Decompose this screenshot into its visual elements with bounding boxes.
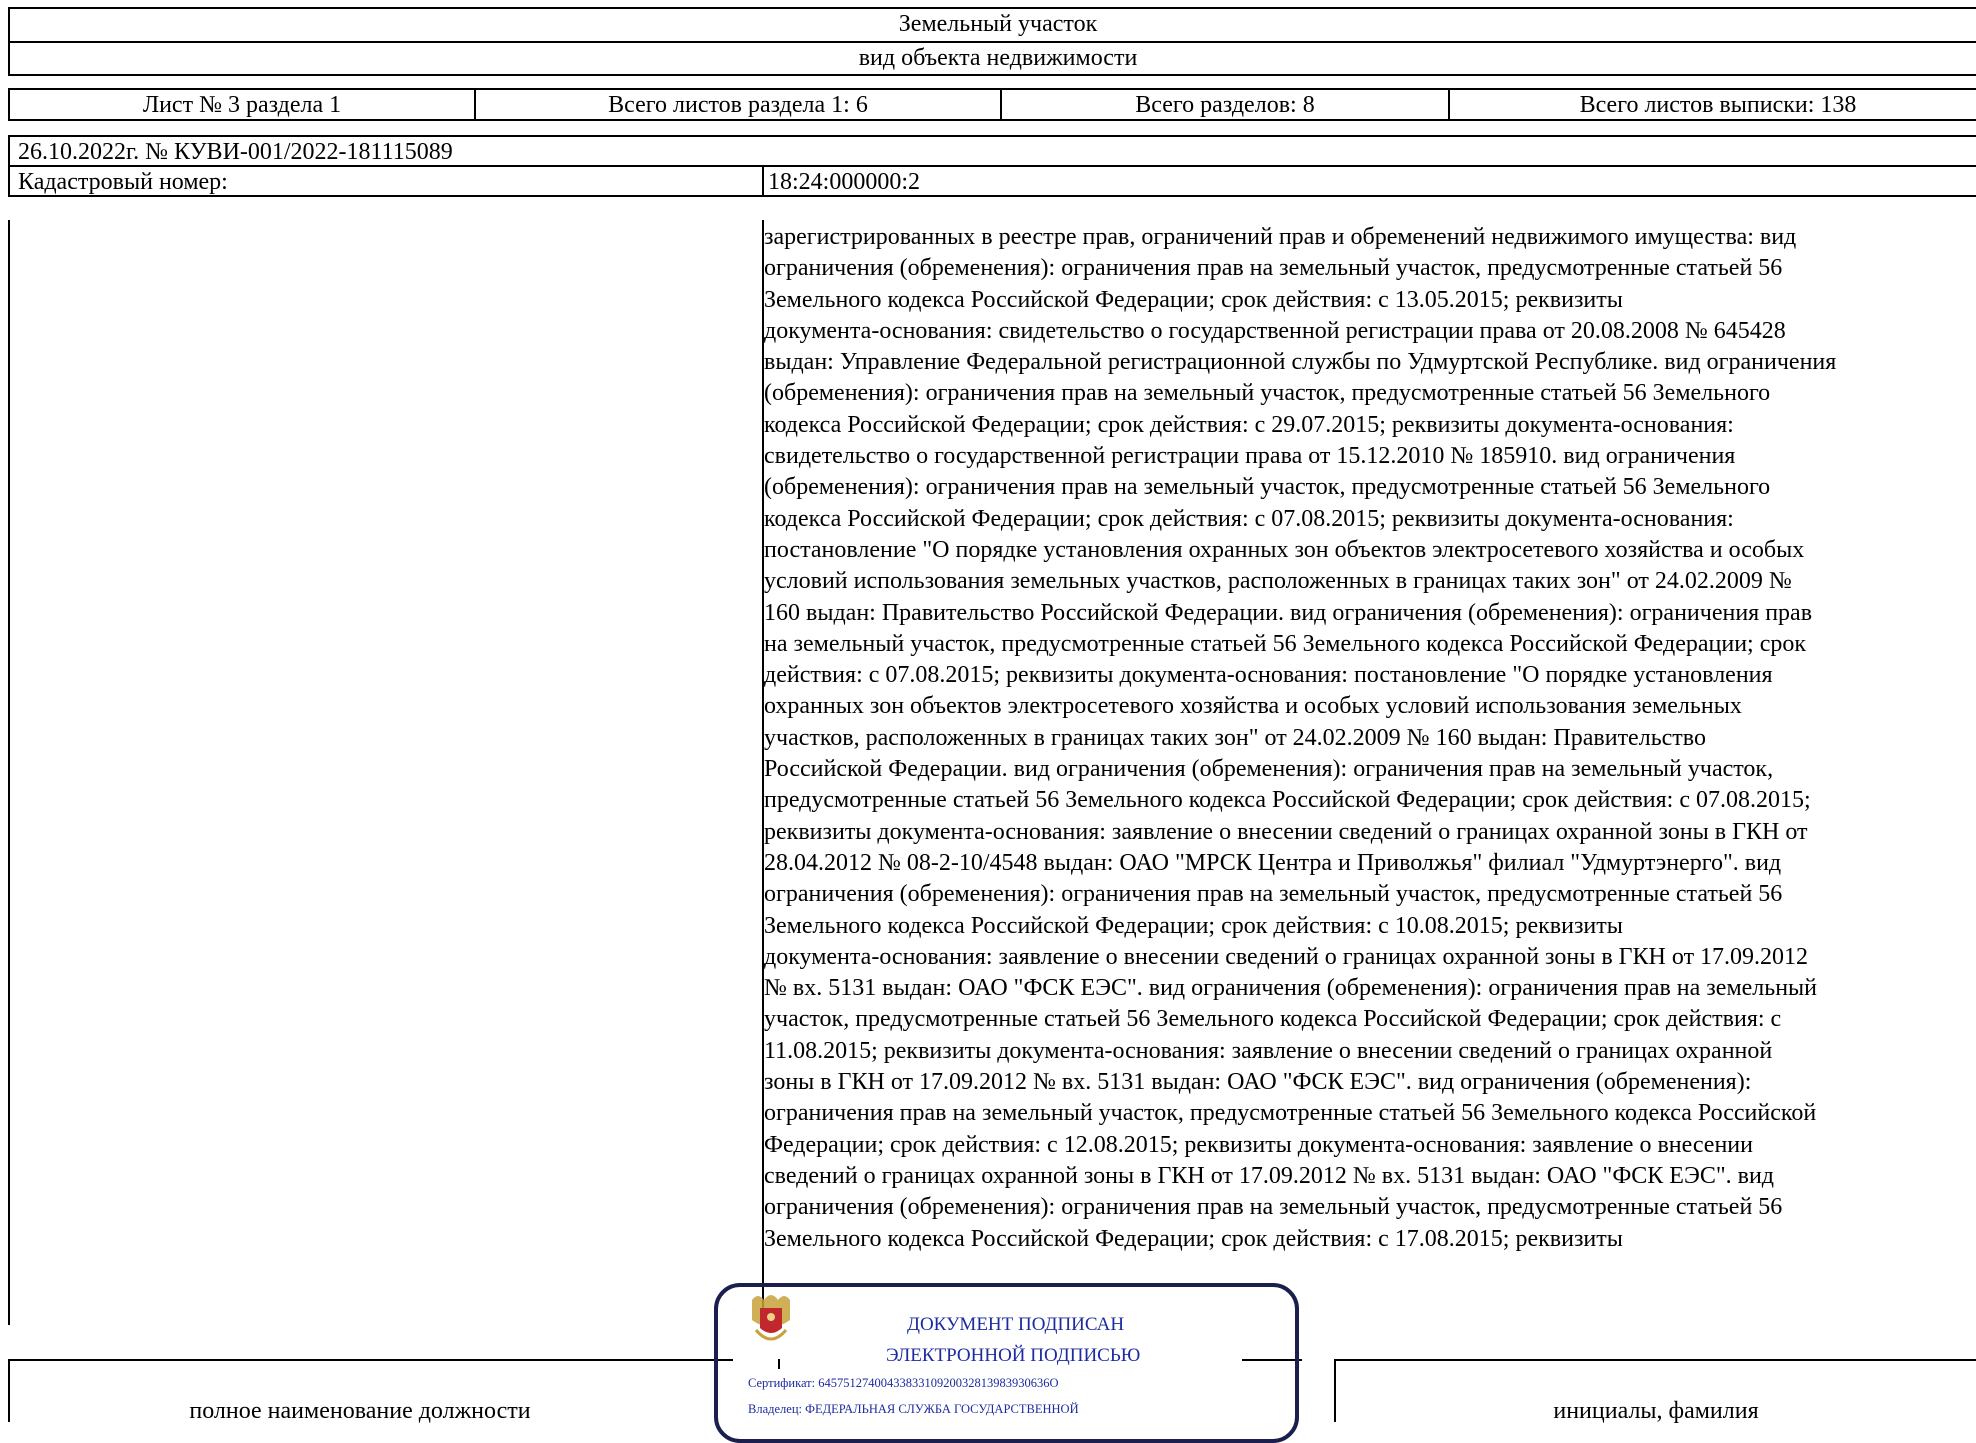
body-line: предусмотренные статьей 56 Земельного кодекса Российской Федерации; срок действия: с 07.08.2015; — [764, 787, 1811, 814]
footer-top-line-left — [8, 1359, 733, 1361]
body-line: участок, предусмотренные статьей 56 Земельного кодекса Российской Федерации; срок действия: с — [764, 1006, 1782, 1033]
object-subtitle: вид объекта недвижимости — [8, 41, 1976, 76]
body-line: зоны в ГКН от 17.09.2012 № вх. 5131 выдан: ОАО "ФСК ЕЭС". вид ограничения (обременения): — [764, 1069, 1752, 1096]
body-line: условий использования земельных участков, расположенных в границах таких зон" от 24.02.2009 № — [764, 568, 1792, 595]
body-line: Земельного кодекса Российской Федерации; срок действия: с 17.08.2015; реквизиты — [764, 1225, 1623, 1252]
stamp-owner: Владелец: ФЕДЕРАЛЬНАЯ СЛУЖБА ГОСУДАРСТВЕННОЙ — [748, 1402, 1079, 1416]
coat-of-arms-icon — [746, 1290, 796, 1350]
stamp-line1: ДОКУМЕНТ ПОДПИСАН — [907, 1314, 1125, 1335]
object-title: Земельный участок — [8, 7, 1976, 41]
body-line: Земельного кодекса Российской Федерации; срок действия: с 10.08.2015; реквизиты — [764, 912, 1623, 939]
body-line: 11.08.2015; реквизиты документа-основания: заявление о внесении сведений о границах охранной — [764, 1037, 1773, 1064]
cadastral-label: Кадастровый номер: — [8, 165, 764, 197]
body-line: кодекса Российской Федерации; срок действия: с 29.07.2015; реквизиты документа-основания: — [764, 411, 1734, 438]
body-line: документа-основания: заявление о внесении сведений о границах охранной зоны в ГКН от 17.09.2012 — [764, 943, 1809, 970]
sheets-in-section: Всего листов раздела 1: 6 — [474, 88, 1002, 121]
body-line: охранных зон объектов электросетевого хозяйства и особых условий использования земельных — [764, 693, 1742, 720]
cadastral-value: 18:24:000000:2 — [762, 165, 1976, 197]
body-line: свидетельство о государственной регистрации права от 15.12.2010 № 185910. вид ограничения — [764, 443, 1736, 470]
position-label: полное наименование должности — [189, 1398, 531, 1424]
extract-date-number: 26.10.2022г. № КУВИ-001/2022-181115089 — [8, 135, 1976, 167]
body-line: 28.04.2012 № 08-2-10/4548 выдан: ОАО "МРСК Центра и Приволжья" филиал "Удмуртэнерго". вид — [764, 849, 1782, 876]
left-border-line — [8, 220, 10, 1325]
body-line: ограничения прав на земельный участок, предусмотренные статьей 56 Земельного кодекса Российской — [764, 1100, 1817, 1127]
body-line: участков, расположенных в границах таких зон" от 24.02.2009 № 160 выдан: Правительство — [764, 724, 1706, 751]
body-line: Российской Федерации. вид ограничения (обременения): ограничения прав на земельный участок, — [764, 756, 1774, 783]
body-line: реквизиты документа-основания: заявление о внесении сведений о границах охранной зоны в ГКН от — [764, 818, 1808, 845]
body-line: постановление "О порядке установления охранных зон объектов электросетевого хозяйства и особых — [764, 536, 1805, 563]
body-line: действия: с 07.08.2015; реквизиты документа-основания: постановление "О порядке установления — [764, 662, 1773, 689]
body-line: документа-основания: свидетельство о государственной регистрации права от 20.08.2008 № 645428 — [764, 317, 1786, 344]
footer-top-line-right — [1334, 1359, 1976, 1361]
body-line: (обременения): ограничения прав на земельный участок, предусмотренные статьей 56 Земельного — [764, 380, 1771, 407]
body-line: ограничения (обременения): ограничения прав на земельный участок, предусмотренные статьей 56 — [764, 1194, 1783, 1221]
body-line: № вх. 5131 выдан: ОАО "ФСК ЕЭС". вид ограничения (обременения): ограничения прав на земельный — [764, 975, 1818, 1002]
body-line: сведений о границах охранной зоны в ГКН от 17.09.2012 № вх. 5131 выдан: ОАО "ФСК ЕЭС". вид — [764, 1162, 1775, 1189]
name-label: инициалы, фамилия — [1553, 1398, 1759, 1424]
body-line: 160 выдан: Правительство Российской Федерации. вид ограничения (обременения): ограничения прав — [764, 599, 1813, 626]
body-line: зарегистрированных в реестре прав, ограничений прав и обременений недвижимого имущества: вид — [764, 224, 1797, 250]
sections-total: Всего разделов: 8 — [1000, 88, 1450, 121]
sheet-number: Лист № 3 раздела 1 — [8, 88, 476, 121]
extract-sheets-total: Всего листов выписки: 138 — [1448, 88, 1976, 121]
body-line: (обременения): ограничения прав на земельный участок, предусмотренные статьей 56 Земельного — [764, 474, 1771, 501]
body-line: кодекса Российской Федерации; срок действия: с 07.08.2015; реквизиты документа-основания: — [764, 505, 1734, 532]
body-line: Земельного кодекса Российской Федерации; срок действия: с 13.05.2015; реквизиты — [764, 286, 1623, 313]
stamp-line2: ЭЛЕКТРОННОЙ ПОДПИСЬЮ — [886, 1345, 1141, 1366]
body-line: Федерации; срок действия: с 12.08.2015; реквизиты документа-основания: заявление о внесении — [764, 1131, 1753, 1158]
body-line: на земельный участок, предусмотренные статьей 56 Земельного кодекса Российской Федерации; срок — [764, 630, 1807, 657]
stamp-certificate: Сертификат: 6457512740043383310920032813983930636O — [748, 1376, 1059, 1390]
encumbrance-text — [764, 222, 1976, 1255]
body-line: ограничения (обременения): ограничения прав на земельный участок, предусмотренные статьей 56 — [764, 255, 1783, 282]
body-line: выдан: Управление Федеральной регистрационной службы по Удмуртской Республике. вид ограничения — [764, 349, 1837, 376]
body-line: ограничения (обременения): ограничения прав на земельный участок, предусмотренные статьей 56 — [764, 881, 1783, 908]
